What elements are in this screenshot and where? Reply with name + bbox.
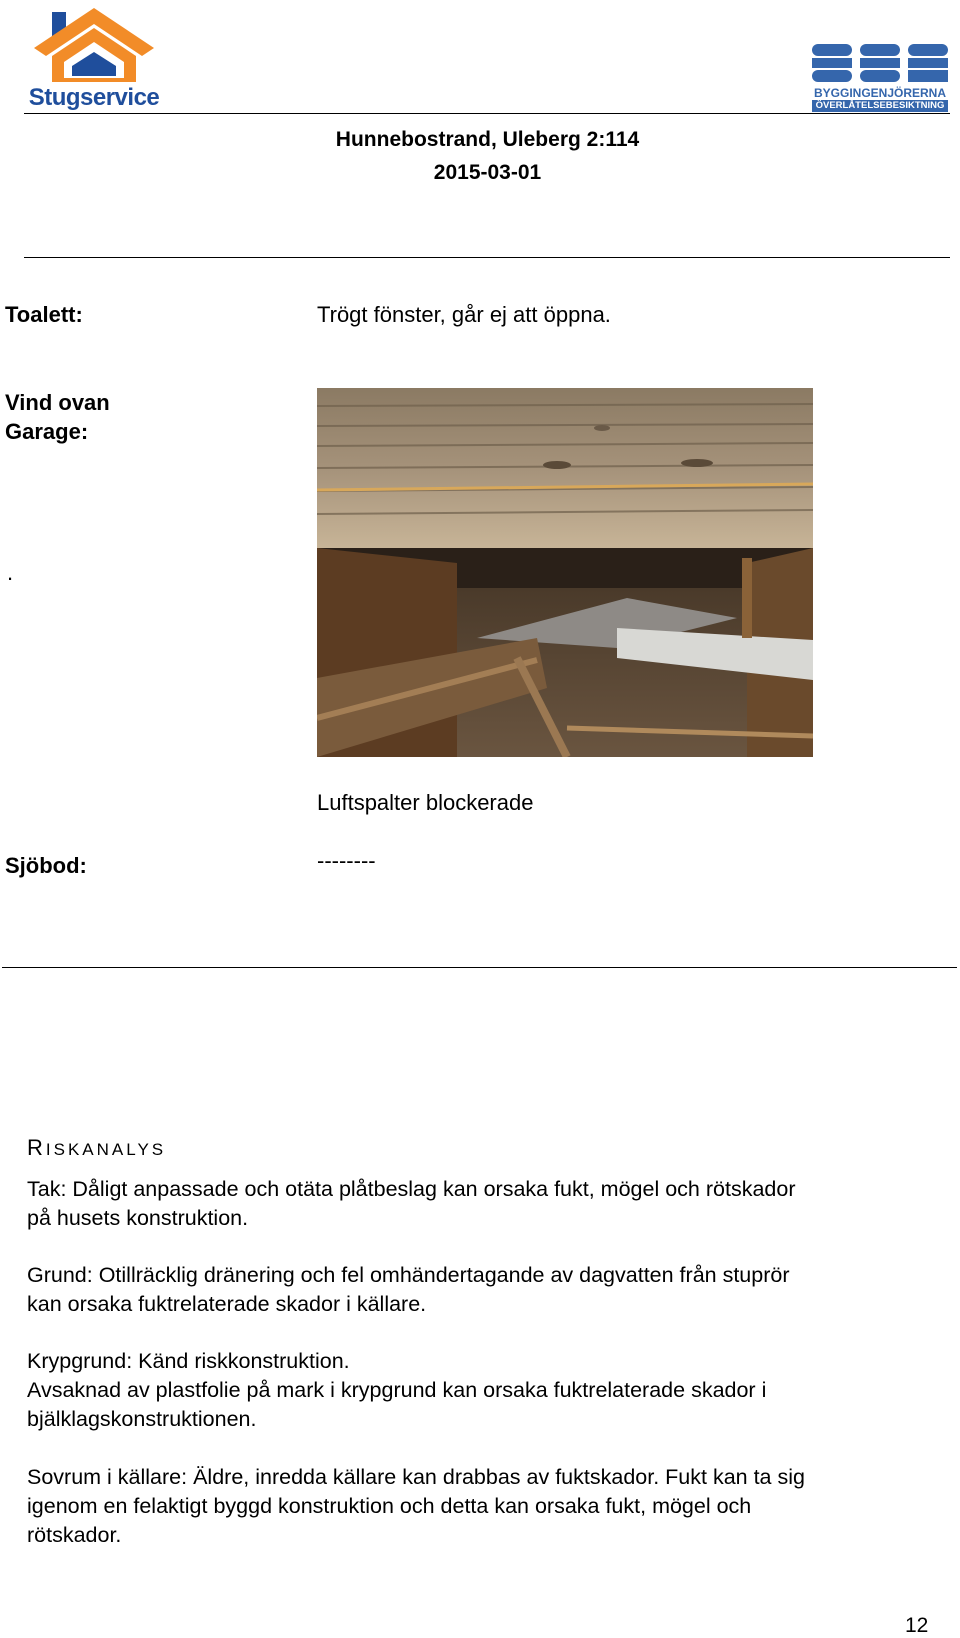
risk-line: rötskador.	[27, 1523, 122, 1547]
photo-caption: Luftspalter blockerade	[317, 790, 534, 815]
risk-paragraph-krypgrund	[27, 1347, 947, 1434]
room-label-sjobod: Sjöbod:	[5, 853, 87, 878]
risk-line: Tak: Dåligt anpassade och otäta plåtbeslag kan orsaka fukt, mögel och rötskador	[27, 1177, 796, 1201]
stugservice-logo	[24, 6, 164, 112]
risk-line: Grund: Otillräcklig dränering och fel omhändertagande av dagvatten från stuprör	[27, 1263, 790, 1287]
room-label-toalett: Toalett:	[5, 302, 83, 327]
page-number: 12	[905, 1614, 929, 1637]
house-roof-icon	[24, 6, 164, 86]
risk-line: på husets konstruktion.	[27, 1206, 249, 1230]
room-value-toalett: Trögt fönster, går ej att öppna.	[317, 302, 611, 327]
room-value-sjobod: --------	[317, 848, 376, 873]
risk-line: Avsaknad av plastfolie på mark i krypgrund kan orsaka fuktrelaterade skador i	[27, 1378, 767, 1402]
risk-line: Krypgrund: Känd riskkonstruktion.	[27, 1349, 350, 1373]
risk-paragraph-grund	[27, 1261, 947, 1319]
stray-dot: .	[7, 560, 14, 585]
riskanalys-heading-cap: R	[27, 1135, 46, 1160]
stugservice-brand-text: Stugservice	[28, 84, 160, 111]
page-title: Hunnebostrand, Uleberg 2:114	[335, 128, 640, 151]
risk-line: bjälklagskonstruktionen.	[27, 1407, 257, 1431]
section-divider-bottom	[2, 967, 957, 968]
sbr-line2: ÖVERLÅTELSEBESIKTNING	[812, 100, 948, 112]
room-label-vind-line1: Vind ovan	[5, 390, 110, 415]
risk-line: igenom en felaktigt byggd konstruktion och detta kan orsaka fukt, mögel och	[27, 1494, 752, 1518]
room-label-vind-line2: Garage:	[5, 419, 89, 444]
sbr-letters-icon	[810, 42, 950, 84]
header-divider	[24, 113, 950, 114]
page-date: 2015-03-01	[433, 161, 542, 184]
risk-paragraph-tak	[27, 1175, 947, 1233]
risk-line: kan orsaka fuktrelaterade skador i källare.	[27, 1292, 427, 1316]
attic-photo	[317, 388, 813, 757]
sbr-logo	[810, 42, 950, 114]
riskanalys-heading	[27, 1135, 166, 1161]
riskanalys-heading-rest: ISKANALYS	[45, 1140, 167, 1159]
section-divider-top	[24, 257, 950, 258]
risk-line: Sovrum i källare: Äldre, inredda källare kan drabbas av fuktskador. Fukt kan ta sig	[27, 1465, 805, 1489]
risk-paragraph-sovrum	[27, 1463, 947, 1550]
sbr-line1: BYGGINGENJÖRERNA	[813, 86, 947, 100]
